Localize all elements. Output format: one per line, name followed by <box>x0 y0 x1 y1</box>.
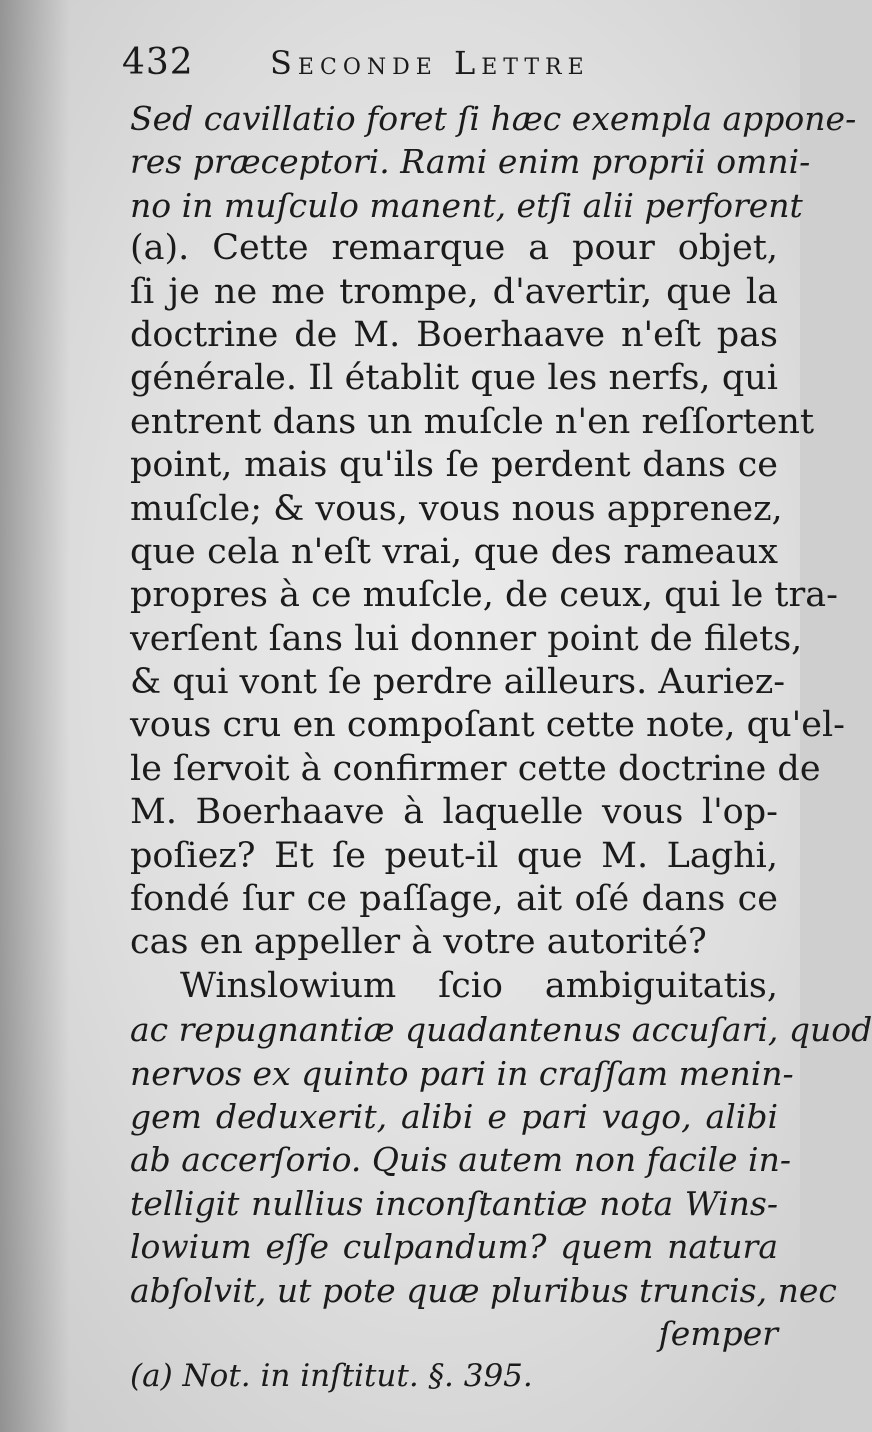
text-line: le ſervoit à confirmer cette doctrine de <box>130 748 821 789</box>
text-line: doctrine de M. Boerhaave n'eſt pas <box>130 314 778 355</box>
catchword: ſemper <box>658 1313 778 1353</box>
text-line: ac repugnantiæ quadantenus accuſari, quod <box>130 1010 872 1050</box>
text-line: telligit nullius inconſtantiæ nota Wins- <box>130 1183 778 1223</box>
page-number: 432 <box>122 42 194 83</box>
text-line: point, mais qu'ils ſe perdent dans ce <box>130 445 778 486</box>
text-line: lowium eſſe culpandum? quem natura <box>130 1227 778 1267</box>
text-line: res præceptori. Rami enim proprii omni- <box>130 142 811 182</box>
text-line: ſi je ne me trompe, d'avertir, que la <box>130 271 778 312</box>
text-line: fondé ſur ce paſſage, ait oſé dans ce <box>130 879 778 920</box>
footnote: (a) Not. in inſtitut. §. 395. <box>130 1358 533 1394</box>
text-line: gem deduxerit, alibi e pari vago, alibi <box>130 1096 778 1136</box>
running-head: Seconde Lettre <box>270 44 590 82</box>
text-line: vous cru en compoſant cette note, qu'el- <box>130 705 845 746</box>
text-line: générale. Il établit que les nerfs, qui <box>130 358 778 399</box>
text-line: M. Boerhaave à laquelle vous l'op- <box>130 792 778 833</box>
text-line: ab accerſorio. Quis autem non facile in- <box>130 1140 792 1180</box>
text-line: cas en appeller à votre autorité? <box>130 922 707 963</box>
text-line: propres à ce muſcle, de ceux, qui le tra- <box>130 575 838 616</box>
gutter-shadow <box>0 0 70 1432</box>
text-line: poſiez? Et ſe peut-il que M. Laghi, <box>130 835 778 876</box>
text-line: que cela n'eſt vrai, que des rameaux <box>130 531 778 572</box>
text-line: (a). Cette remarque a pour objet, <box>130 228 778 269</box>
body-text <box>130 97 872 1355</box>
text-line: entrent dans un muſcle n'en reſſortent <box>130 401 815 442</box>
page-header <box>122 42 782 90</box>
text-line: Sed cavillatio foret ſi hæc exempla appone- <box>130 99 857 138</box>
text-line: nervos ex quinto pari in craſſam menin- <box>130 1053 794 1093</box>
text-line: & qui vont ſe perdre ailleurs. Auriez- <box>130 662 786 703</box>
text-line: verſent ſans lui donner point de filets, <box>130 618 803 659</box>
text-line: muſcle; & vous, vous nous apprenez, <box>130 488 783 529</box>
text-line: abſolvit, ut pote quæ pluribus truncis, nec <box>130 1270 837 1310</box>
text-line: no in muſculo manent, etſi alii perforent <box>130 185 803 225</box>
paragraph-start-line: Winslowium ſcio ambiguitatis, <box>180 965 778 1006</box>
